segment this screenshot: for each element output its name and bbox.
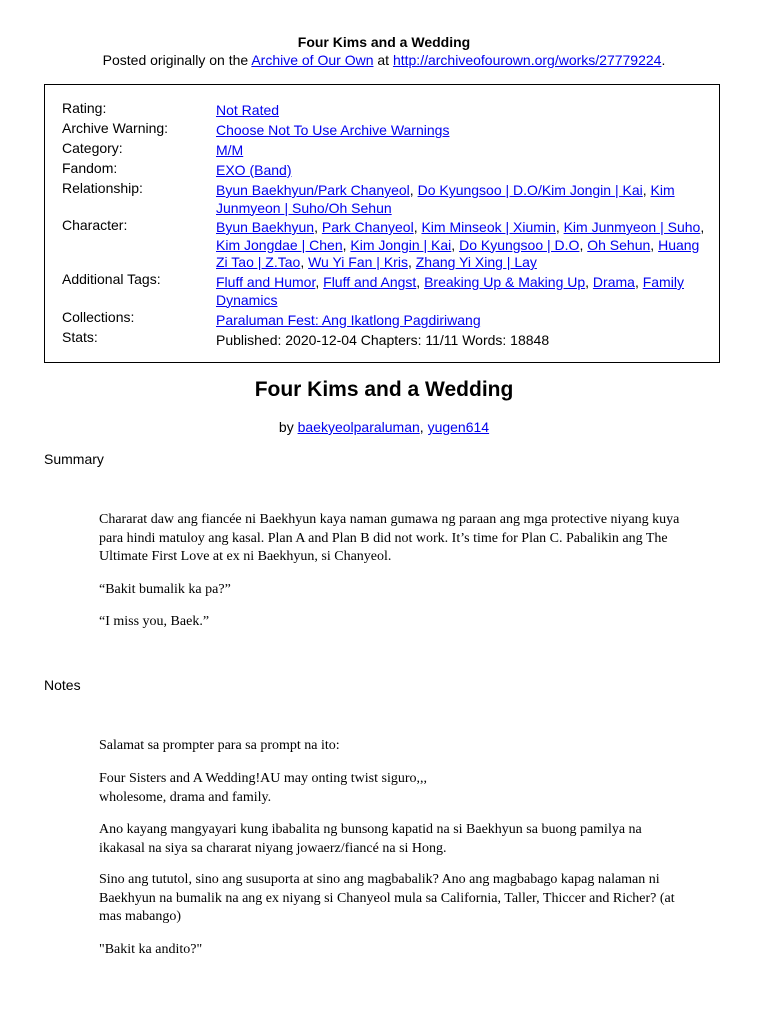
summary-paragraph: “I miss you, Baek.”: [99, 614, 210, 629]
relationship-label: Relationship:: [62, 180, 143, 196]
character-link[interactable]: Oh Sehun: [587, 236, 651, 253]
author-link[interactable]: yugen614: [427, 419, 490, 435]
character-link[interactable]: Huang Zi Tao | Z.Tao: [216, 236, 700, 270]
relationship-link[interactable]: Byun Baekhyun/Park Chanyeol: [216, 182, 410, 198]
notes-paragraph: Salamat sa prompter para sa prompt na ito:: [99, 738, 340, 753]
notes-paragraph: Ano kayang mangyayari kung ibabalita ng bunsong kapatid na si Baekhyun sa buong pamilya na ikakasal na siya sa chararat niyang jowaerz/fiancé na si Hong.: [99, 822, 642, 856]
warning-value: [216, 122, 706, 140]
posted-at: at: [377, 52, 390, 68]
stats-label: Stats:: [62, 329, 98, 345]
character-link[interactable]: Byun Baekhyun: [216, 219, 315, 235]
character-value: Byun Baekhyun, Park Chanyeol, Kim Minseok | Xiumin, Kim Junmyeon | Suho, Kim Jongdae | Chen, Kim Jongin | Kai, Do Kyungsoo | D.O, Oh Sehun, Huang Zi Tao | Z.Tao, Wu Yi Fan | Kris, Zhang Yi Xing | Lay: [216, 219, 705, 270]
posted-prefix: Posted originally on the: [102, 52, 249, 68]
character-link[interactable]: Do Kyungsoo | D.O: [459, 236, 580, 253]
fandom-link[interactable]: EXO (Band): [216, 162, 292, 178]
posted-line: [0, 52, 768, 68]
category-value: [216, 142, 706, 160]
tag-link[interactable]: Fluff and Humor: [216, 274, 316, 290]
tag-link[interactable]: Fluff and Angst: [323, 274, 417, 290]
character-link[interactable]: Park Chanyeol: [321, 219, 414, 235]
rating-link[interactable]: Not Rated: [216, 102, 280, 118]
archive-link[interactable]: Archive of Our Own: [251, 52, 374, 68]
notes-paragraph: "Bakit ka andito?": [99, 942, 203, 957]
work-url-link[interactable]: http://archiveofourown.org/works/27779224: [392, 52, 662, 68]
relationship-link[interactable]: Kim Junmyeon | Suho/Oh Sehun: [216, 182, 675, 216]
document-title: Four Kims and a Wedding: [297, 34, 471, 50]
character-link[interactable]: Kim Jongdae | Chen: [216, 236, 343, 253]
notes-paragraph: Sino ang tututol, sino ang susuporta at sino ang magbabalik? Ano ang magbabago kapag nalaman ni Baekhyun na bumalik na ang ex niyang si Chanyeol mula sa California, Taller, Thiccer and Richer? (at mas mabango): [99, 872, 675, 924]
work-title: Four Kims and a Wedding: [254, 378, 514, 401]
fandom-value: [216, 162, 706, 180]
character-link[interactable]: Zhang Yi Xing | Lay: [415, 254, 537, 270]
notes-paragraph: wholesome, drama and family.: [99, 790, 272, 805]
rating-label: Rating:: [62, 100, 107, 116]
tags-label: Additional Tags:: [62, 271, 161, 287]
author-link[interactable]: baekyeolparaluman: [297, 419, 420, 435]
character-link[interactable]: Kim Junmyeon | Suho: [563, 219, 701, 235]
character-link[interactable]: Kim Minseok | Xiumin: [421, 219, 556, 235]
summary-heading: Summary: [44, 451, 104, 467]
notes-heading: Notes: [44, 677, 81, 693]
fandom-label: Fandom:: [62, 160, 118, 176]
character-label: Character:: [62, 217, 128, 233]
character-link[interactable]: Wu Yi Fan | Kris: [308, 254, 408, 270]
warning-label: Archive Warning:: [62, 120, 169, 136]
notes-paragraph: Four Sisters and A Wedding!AU may onting twist siguro,,,: [99, 771, 428, 786]
rating-value: [216, 102, 706, 120]
relationship-link[interactable]: Do Kyungsoo | D.O/Kim Jongin | Kai: [417, 182, 643, 198]
tag-link[interactable]: Breaking Up & Making Up: [424, 274, 586, 290]
stats-value: Published: 2020-12-04 Chapters: 11/11 Words: 18848: [216, 332, 550, 348]
character-link[interactable]: Kim Jongin | Kai: [350, 236, 452, 253]
collections-value: [216, 312, 706, 330]
category-label: Category:: [62, 140, 123, 156]
metadata-box: [44, 84, 720, 363]
byline: by baekyeolparaluman, yugen614: [278, 419, 490, 435]
byline-by: by: [278, 419, 294, 435]
collection-link[interactable]: Paraluman Fest: Ang Ikatlong Pagdiriwang: [216, 312, 481, 328]
posted-period: .: [661, 52, 666, 68]
tag-link[interactable]: Drama: [592, 274, 635, 290]
tags-value: Fluff and Humor, Fluff and Angst, Breaking Up & Making Up, Drama, Family Dynamics: [216, 274, 684, 308]
tag-link[interactable]: Family Dynamics: [216, 274, 684, 308]
category-link[interactable]: M/M: [216, 142, 244, 158]
relationship-value: Byun Baekhyun/Park Chanyeol, Do Kyungsoo | D.O/Kim Jongin | Kai, Kim Junmyeon | Suho/Oh Sehun: [216, 182, 675, 216]
summary-paragraph: Chararat daw ang fiancée ni Baekhyun kaya naman gumawa ng paraan ang mga protective niyang kuya para hindi matuloy ang kasal. Plan A and Plan B did not work. It’s time for Plan C. Pabalikin ang The Ultimate First Love at ex ni Baekhyun, si Chanyeol.: [99, 512, 680, 564]
warning-link[interactable]: Choose Not To Use Archive Warnings: [216, 122, 450, 138]
summary-paragraph: “Bakit bumalik ka pa?”: [99, 582, 231, 597]
collections-label: Collections:: [62, 309, 135, 325]
